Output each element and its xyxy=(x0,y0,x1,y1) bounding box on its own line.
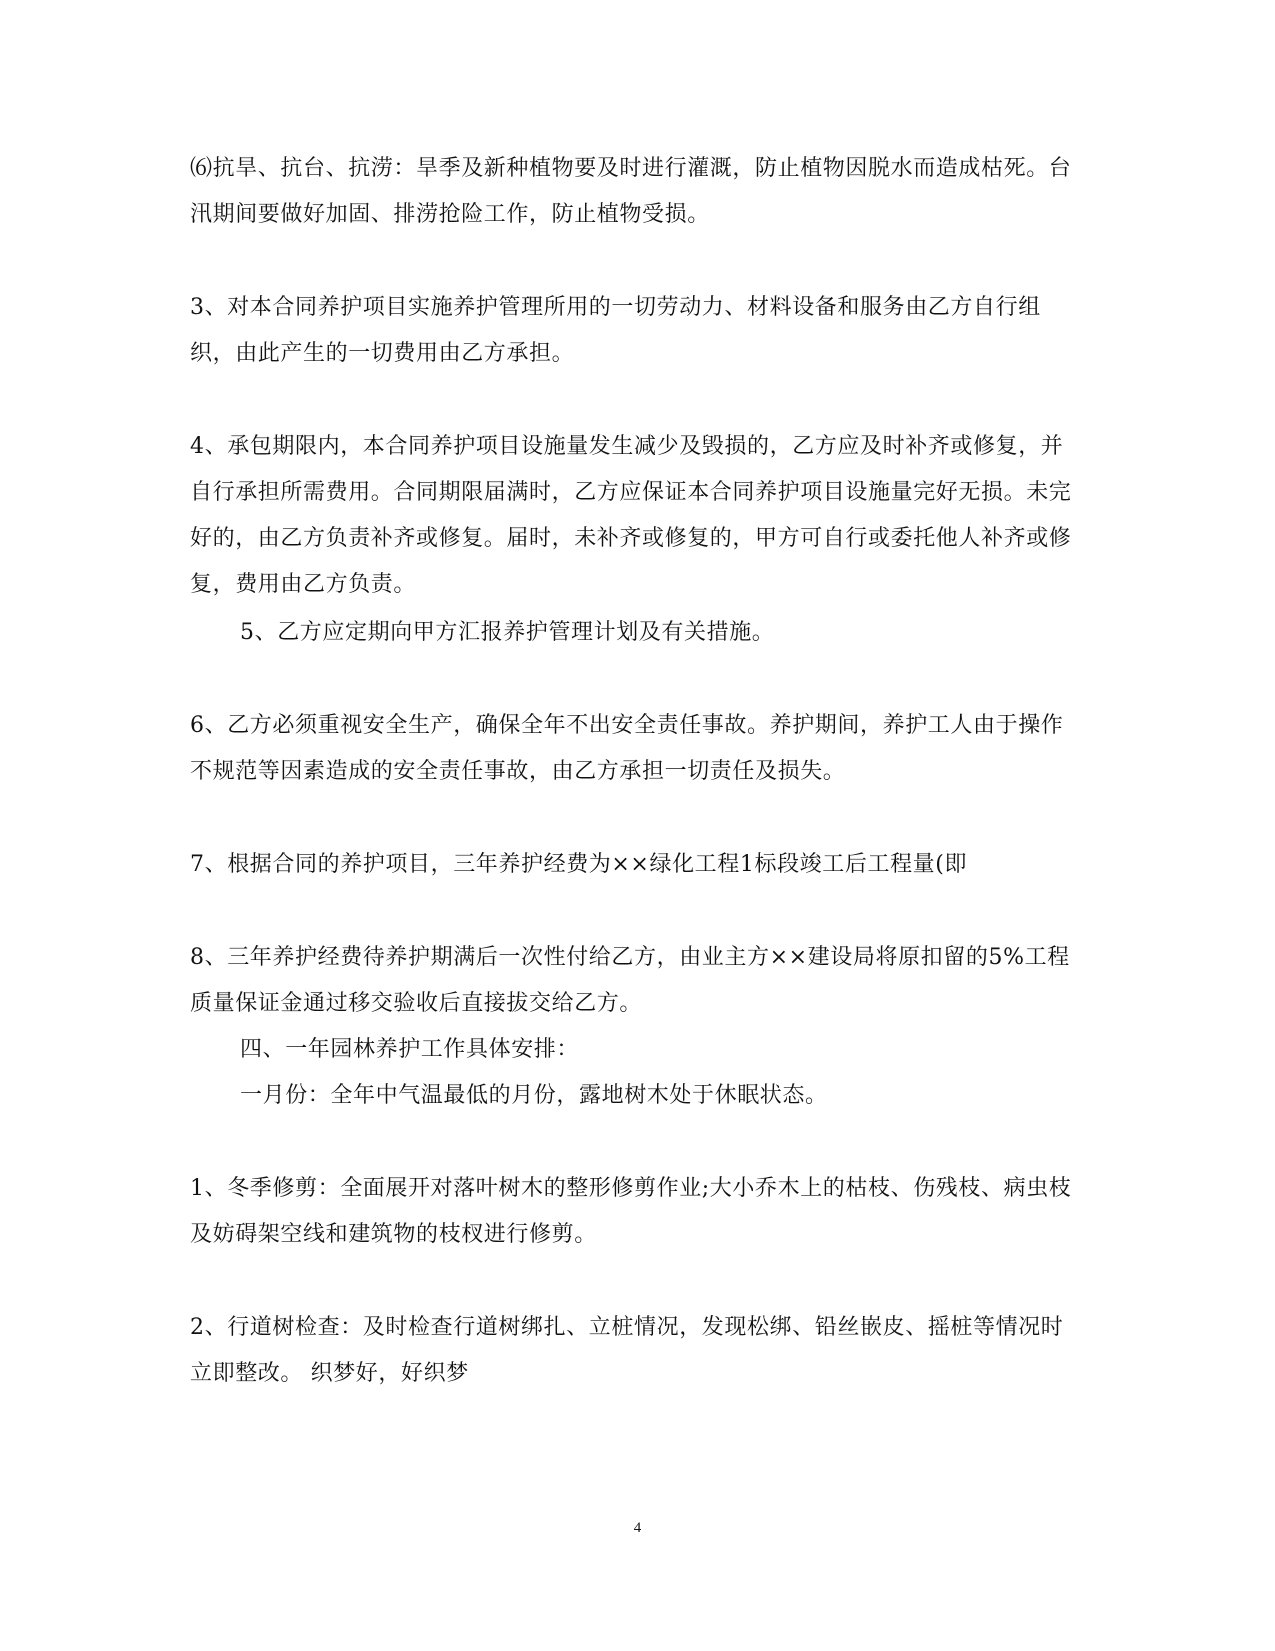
paragraph-item-7: 7、根据合同的养护项目，三年养护经费为××绿化工程1标段竣工后工程量(即 xyxy=(190,852,968,877)
section-heading-4: 四、一年园林养护工作具体安排： xyxy=(240,1037,580,1062)
paragraph-item-3: 3、对本合同养护项目实施养护管理所用的一切劳动力、材料设备和服务由乙方自行组织，由此产生的一切费用由乙方承担。 xyxy=(190,295,1041,366)
page-number: 4 xyxy=(633,1520,642,1536)
paragraph-drought-typhoon: ⑹抗旱、抗台、抗涝：旱季及新种植物要及时进行灌溉，防止植物因脱水而造成枯死。台汛期间要做好加固、排涝抢险工作，防止植物受损。 xyxy=(190,156,1072,227)
paragraph-winter-pruning: 1、冬季修剪：全面展开对落叶树木的整形修剪作业;大小乔木上的枯枝、伤残枝、病虫枝及妨碍架空线和建筑物的枝杈进行修剪。 xyxy=(190,1176,1072,1247)
paragraph-item-5: 5、乙方应定期向甲方汇报养护管理计划及有关措施。 xyxy=(240,620,775,645)
paragraph-item-8: 8、三年养护经费待养护期满后一次性付给乙方，由业主方××建设局将原扣留的5%工程质量保证金通过移交验收后直接拔交给乙方。 xyxy=(190,945,1070,1016)
paragraph-item-4: 4、承包期限内，本合同养护项目设施量发生减少及毁损的，乙方应及时补齐或修复，并自行承担所需费用。合同期限届满时，乙方应保证本合同养护项目设施量完好无损。未完好的，由乙方负责补齐或修复。届时，未补齐或修复的，甲方可自行或委托他人补齐或修复，费用由乙方负责。 xyxy=(190,434,1072,597)
paragraph-january: 一月份：全年中气温最低的月份，露地树木处于休眠状态。 xyxy=(240,1083,828,1108)
paragraph-street-tree-check: 2、行道树检查：及时检查行道树绑扎、立桩情况，发现松绑、铅丝嵌皮、摇桩等情况时立即整改。 织梦好，好织梦 xyxy=(190,1315,1064,1386)
paragraph-item-6: 6、乙方必须重视安全生产，确保全年不出安全责任事故。养护期间，养护工人由于操作不规范等因素造成的安全责任事故，由乙方承担一切责任及损失。 xyxy=(190,713,1064,784)
